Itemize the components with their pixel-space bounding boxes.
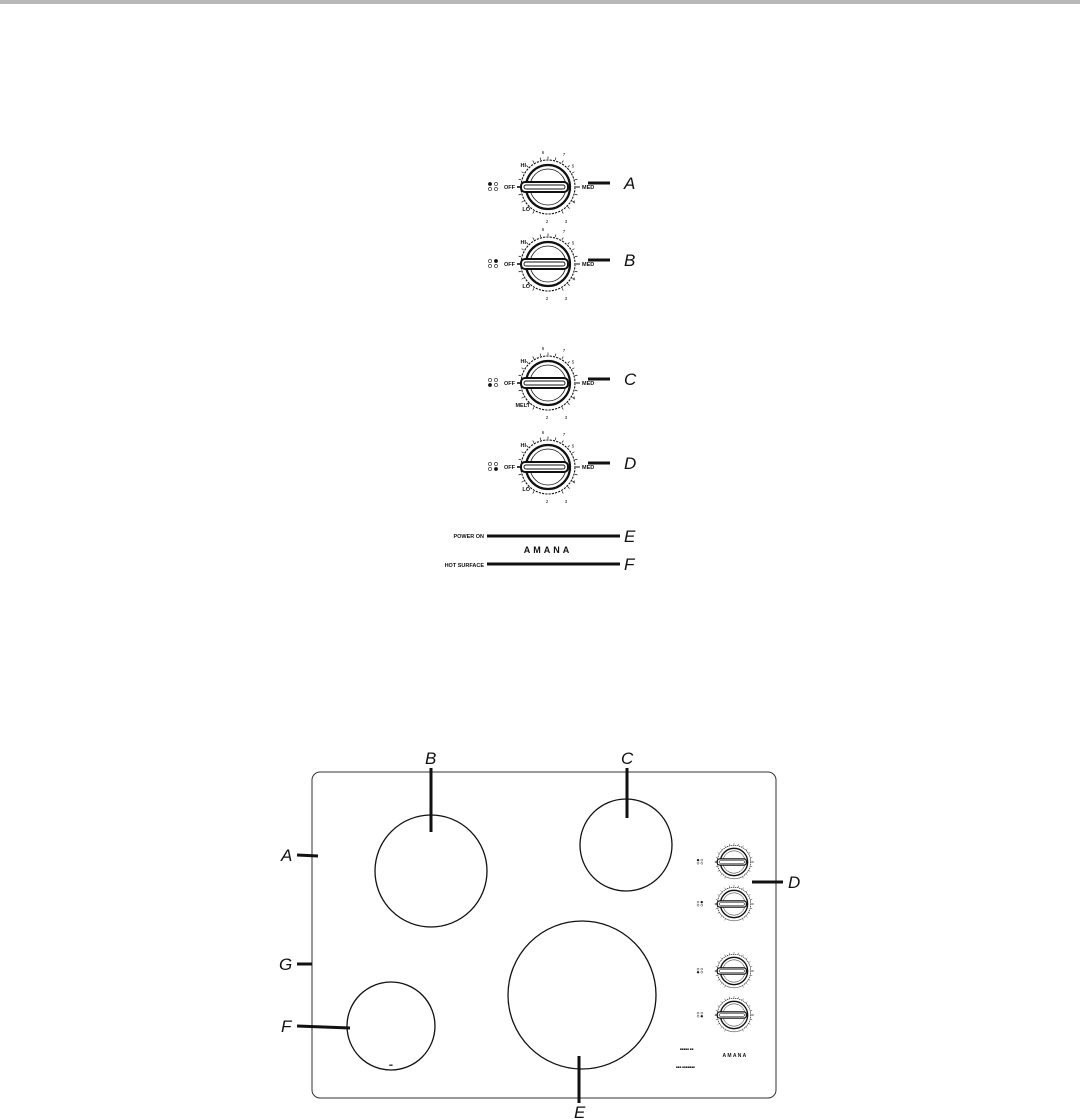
burner-indicator-active xyxy=(488,383,491,386)
dial-tick xyxy=(746,958,747,959)
dial-number: 2 xyxy=(545,219,549,224)
indicator-lights-group xyxy=(445,527,636,574)
callout-G: G xyxy=(279,955,293,974)
dial-tick xyxy=(725,986,726,987)
dial-tick xyxy=(743,999,744,1000)
dial-tick xyxy=(575,390,577,391)
knob-grip xyxy=(717,859,746,865)
dial-tick xyxy=(721,891,722,892)
dial-tick xyxy=(519,390,521,391)
dial-tick xyxy=(533,161,534,163)
dial-tick xyxy=(562,211,563,213)
dial-tick xyxy=(519,474,521,475)
dial-tick xyxy=(749,980,750,981)
dial-number: 6 xyxy=(541,346,545,351)
dial-tick xyxy=(540,354,541,356)
dial-tick xyxy=(718,1024,719,1025)
dial-tick xyxy=(540,438,541,440)
burner-front-left-mark: ■■ xyxy=(389,1063,393,1067)
knob-lo-label: LO xyxy=(522,487,530,493)
dial-tick xyxy=(743,986,744,987)
dial-tick xyxy=(721,849,722,850)
callout-A-panel: A xyxy=(624,174,636,193)
dial-tick xyxy=(721,983,722,984)
burner-indicator-active xyxy=(701,1015,703,1017)
callout-C-panel: C xyxy=(624,370,637,389)
knob-hi-label: HI xyxy=(520,163,526,169)
dial-number: 5 xyxy=(571,163,575,169)
dial-tick xyxy=(743,846,744,847)
dial-tick xyxy=(718,980,719,981)
dial-number: 6 xyxy=(541,150,545,155)
control-knob-b[interactable] xyxy=(488,227,635,301)
burner-front-center xyxy=(508,921,656,1069)
dial-tick xyxy=(725,999,726,1000)
burner-indicator xyxy=(697,862,699,864)
control-knob-a[interactable] xyxy=(488,150,635,224)
knob-med-label: MED xyxy=(582,465,595,471)
dial-tick xyxy=(749,895,750,896)
dial-tick xyxy=(562,161,563,163)
control-knob-d[interactable] xyxy=(697,996,754,1032)
burner-indicator xyxy=(697,904,699,906)
dial-tick xyxy=(721,916,722,917)
dial-tick xyxy=(562,491,563,493)
dial-tick xyxy=(575,474,577,475)
dial-tick xyxy=(575,271,577,272)
burner-indicator xyxy=(701,1012,703,1014)
callout-A: A xyxy=(281,846,293,865)
cooktop-brand-logo: AMANA xyxy=(722,1053,748,1059)
dial-tick xyxy=(721,1027,722,1028)
knob-hi-label: HI xyxy=(520,240,526,246)
dial-tick xyxy=(746,874,747,875)
dial-number: 7 xyxy=(562,229,566,234)
dial-tick xyxy=(568,487,570,489)
control-knob-c[interactable] xyxy=(697,952,754,988)
knob-lo-label: LO xyxy=(522,284,530,290)
dial-number: 6 xyxy=(541,430,545,435)
dial-tick xyxy=(568,165,570,167)
callout-E: E xyxy=(574,1103,586,1119)
dial-tick xyxy=(575,459,577,460)
dial-tick xyxy=(519,179,521,180)
knob-lo-label: MELT xyxy=(515,403,530,409)
burner-indicator-active xyxy=(494,467,497,470)
knob-grip xyxy=(717,1012,746,1018)
dial-tick xyxy=(575,375,577,376)
dial-tick xyxy=(746,1027,747,1028)
mini-power-on: ■■■■■ ■■ xyxy=(680,1047,694,1051)
dial-number: 3 xyxy=(564,499,568,504)
dial-tick xyxy=(725,955,726,956)
dial-tick xyxy=(526,445,528,447)
knob-off-label: OFF xyxy=(504,185,515,191)
knob-grip xyxy=(521,182,568,192)
dial-tick xyxy=(533,288,534,290)
hot-surface-label: HOT SURFACE xyxy=(444,563,484,569)
dial-tick xyxy=(540,235,541,237)
dial-tick xyxy=(568,242,570,244)
callout-F-panel: F xyxy=(624,555,635,574)
dial-number: 2 xyxy=(545,296,549,301)
leader-F xyxy=(297,1026,350,1028)
brand-logo: AMANA xyxy=(523,545,573,555)
callout-B-panel: B xyxy=(624,251,636,270)
dial-tick xyxy=(575,194,577,195)
knob-grip xyxy=(521,378,568,388)
dial-tick xyxy=(568,207,570,209)
dial-tick xyxy=(749,1024,750,1025)
burner-indicator xyxy=(701,862,703,864)
dial-tick xyxy=(746,983,747,984)
dial-tick xyxy=(749,871,750,872)
dial-number: 2 xyxy=(545,499,549,504)
control-knob-a[interactable] xyxy=(697,843,754,879)
dial-tick xyxy=(568,284,570,286)
burner-indicator-active xyxy=(494,259,497,262)
dial-tick xyxy=(522,397,524,398)
burner-indicator xyxy=(697,1012,699,1014)
dial-tick xyxy=(749,913,750,914)
dial-tick xyxy=(746,916,747,917)
dial-tick xyxy=(562,407,563,409)
dial-tick xyxy=(533,491,534,493)
control-knob-b[interactable] xyxy=(697,885,754,921)
dial-tick xyxy=(568,445,570,447)
knob-hi-label: HI xyxy=(520,443,526,449)
dial-tick xyxy=(572,249,574,250)
callout-C: C xyxy=(621,749,634,768)
dial-number: 7 xyxy=(562,348,566,353)
dial-tick xyxy=(522,249,524,250)
burner-front-left xyxy=(347,982,435,1070)
dial-tick xyxy=(718,913,719,914)
dial-number: 6 xyxy=(541,227,545,232)
burner-indicator xyxy=(494,378,497,381)
dial-tick xyxy=(572,172,574,173)
callout-D-panel: D xyxy=(624,454,637,473)
knob-hi-label: HI xyxy=(520,359,526,365)
dial-tick xyxy=(746,891,747,892)
dial-tick xyxy=(749,962,750,963)
dial-number: 4 xyxy=(572,479,576,485)
dial-tick xyxy=(743,888,744,889)
dial-number: 3 xyxy=(564,219,568,224)
dial-tick xyxy=(568,361,570,363)
dial-tick xyxy=(562,441,563,443)
control-panel-detail xyxy=(488,150,637,504)
burner-indicator xyxy=(488,187,491,190)
mini-control-knobs xyxy=(697,843,754,1032)
dial-tick xyxy=(522,172,524,173)
dial-tick xyxy=(562,288,563,290)
dial-tick xyxy=(718,871,719,872)
burner-indicator xyxy=(494,182,497,185)
dial-tick xyxy=(718,1006,719,1007)
dial-tick xyxy=(725,877,726,878)
knob-grip xyxy=(717,901,746,907)
dial-tick xyxy=(522,481,524,482)
dial-tick xyxy=(522,368,524,369)
dial-tick xyxy=(749,1006,750,1007)
dial-tick xyxy=(749,853,750,854)
knob-off-label: OFF xyxy=(504,465,515,471)
burner-indicator xyxy=(488,467,491,470)
knob-off-label: OFF xyxy=(504,262,515,268)
dial-tick xyxy=(519,459,521,460)
dial-tick xyxy=(555,235,556,237)
cooktop-glass xyxy=(312,772,776,1098)
control-knob-d[interactable] xyxy=(488,430,636,504)
dial-number: 2 xyxy=(545,415,549,420)
knob-lo-label: LO xyxy=(522,207,530,213)
cooktop-overview xyxy=(279,749,800,1119)
dial-tick xyxy=(519,271,521,272)
dial-tick xyxy=(562,238,563,240)
burner-indicator xyxy=(488,264,491,267)
dial-tick xyxy=(718,895,719,896)
dial-tick xyxy=(718,853,719,854)
dial-tick xyxy=(526,165,528,167)
burner-indicator xyxy=(701,971,703,973)
dial-tick xyxy=(568,403,570,405)
dial-tick xyxy=(519,194,521,195)
dial-number: 3 xyxy=(564,296,568,301)
dial-tick xyxy=(519,256,521,257)
dial-number: 4 xyxy=(572,199,576,205)
dial-tick xyxy=(572,452,574,453)
knob-med-label: MED xyxy=(582,262,595,268)
knob-med-label: MED xyxy=(582,185,595,191)
burner-indicator xyxy=(697,968,699,970)
dial-tick xyxy=(725,888,726,889)
burner-indicator xyxy=(494,187,497,190)
dial-number: 4 xyxy=(572,276,576,282)
dial-tick xyxy=(743,919,744,920)
callout-D: D xyxy=(788,873,801,892)
dial-tick xyxy=(572,368,574,369)
control-knob-c[interactable] xyxy=(488,346,637,420)
dial-tick xyxy=(555,354,556,356)
burner-indicator-active xyxy=(697,971,699,973)
burner-indicator xyxy=(488,259,491,262)
dial-tick xyxy=(555,438,556,440)
callout-E-panel: E xyxy=(624,527,636,546)
burner-indicator xyxy=(494,383,497,386)
dial-tick xyxy=(746,849,747,850)
dial-tick xyxy=(743,1030,744,1031)
dial-tick xyxy=(522,452,524,453)
dial-number: 3 xyxy=(564,415,568,420)
callout-F: F xyxy=(281,1017,292,1036)
dial-tick xyxy=(725,846,726,847)
burner-indicator-active xyxy=(488,182,491,185)
dial-tick xyxy=(575,256,577,257)
burner-indicator xyxy=(494,462,497,465)
dial-tick xyxy=(718,962,719,963)
dial-tick xyxy=(721,874,722,875)
dial-number: 4 xyxy=(572,395,576,401)
mini-hot-surface: ■■■ ■■■■■■■ xyxy=(676,1065,695,1069)
knob-grip xyxy=(521,462,568,472)
burner-indicator xyxy=(697,1015,699,1017)
callout-B: B xyxy=(425,749,437,768)
dial-tick xyxy=(562,357,563,359)
power-on-label: POWER ON xyxy=(453,534,484,540)
dial-number: 7 xyxy=(562,152,566,157)
dial-tick xyxy=(533,238,534,240)
burner-indicator xyxy=(488,462,491,465)
dial-tick xyxy=(522,201,524,202)
dial-tick xyxy=(725,1030,726,1031)
knob-grip xyxy=(717,968,746,974)
dial-tick xyxy=(533,211,534,213)
leader-A xyxy=(297,855,318,856)
dial-tick xyxy=(725,919,726,920)
burner-indicator xyxy=(697,901,699,903)
burner-indicator xyxy=(701,904,703,906)
dial-tick xyxy=(555,158,556,160)
burner-indicator-active xyxy=(697,859,699,861)
dial-tick xyxy=(721,958,722,959)
dial-tick xyxy=(533,441,534,443)
burner-indicator xyxy=(701,859,703,861)
dial-tick xyxy=(746,1002,747,1003)
knob-med-label: MED xyxy=(582,381,595,387)
dial-tick xyxy=(522,278,524,279)
dial-tick xyxy=(743,877,744,878)
dial-number: 5 xyxy=(571,240,575,246)
dial-tick xyxy=(575,179,577,180)
burner-indicator xyxy=(494,264,497,267)
dial-tick xyxy=(519,375,521,376)
dial-number: 5 xyxy=(571,443,575,449)
knob-grip xyxy=(521,259,568,269)
dial-number: 7 xyxy=(562,432,566,437)
dial-tick xyxy=(533,357,534,359)
burner-indicator xyxy=(488,378,491,381)
dial-tick xyxy=(533,407,534,409)
dial-tick xyxy=(526,361,528,363)
burner-indicator xyxy=(701,968,703,970)
dial-number: 5 xyxy=(571,359,575,365)
dial-tick xyxy=(540,158,541,160)
knob-off-label: OFF xyxy=(504,381,515,387)
dial-tick xyxy=(743,955,744,956)
dial-tick xyxy=(721,1002,722,1003)
dial-tick xyxy=(526,242,528,244)
burner-indicator-active xyxy=(701,901,703,903)
